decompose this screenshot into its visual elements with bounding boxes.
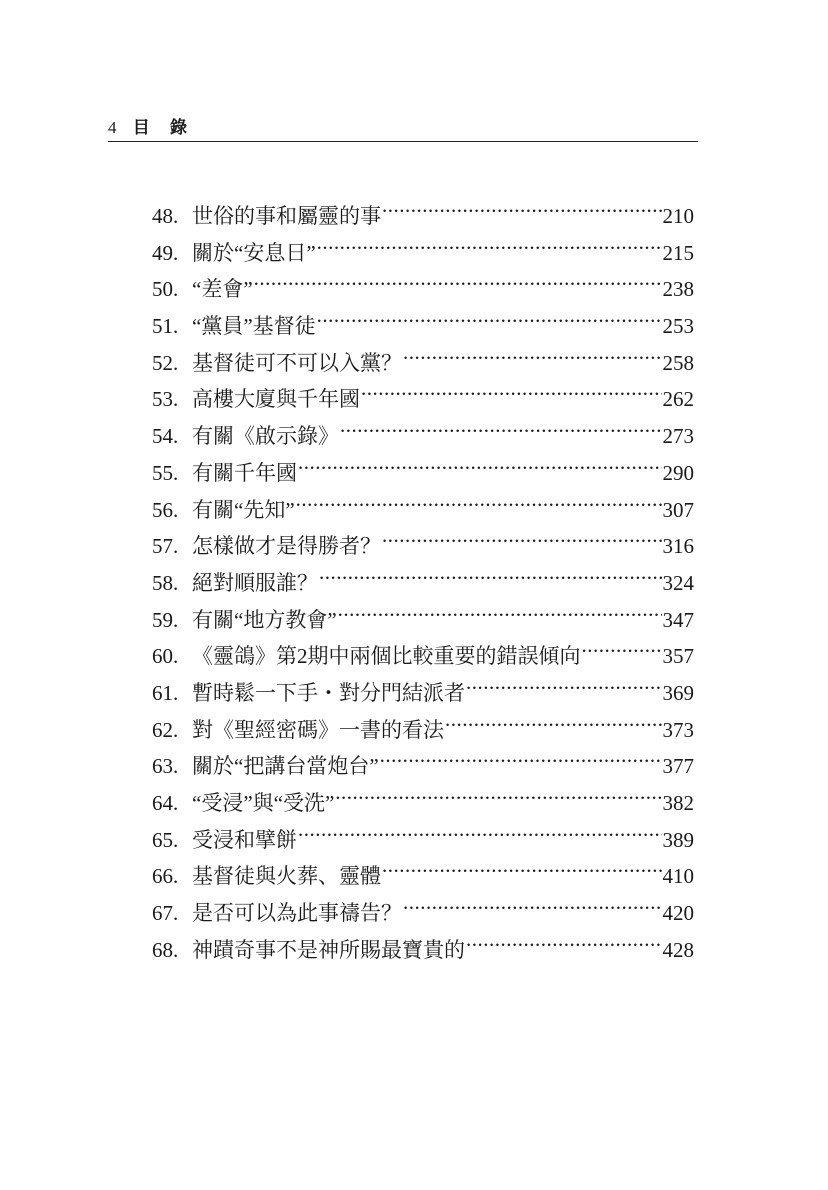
toc-entry-page: 262 xyxy=(662,387,694,412)
toc-entry-title: 高樓大廈與千年國 xyxy=(192,387,360,412)
toc-entry-page: 253 xyxy=(662,314,694,339)
dot-leader xyxy=(380,737,662,773)
toc-entry-title: 世俗的事和屬靈的事 xyxy=(192,204,381,228)
toc-entry-number: 51. xyxy=(152,314,179,339)
toc-entry-number: 54. xyxy=(152,424,179,449)
dot-leader xyxy=(296,481,662,517)
header-title: 目 錄 xyxy=(132,118,195,137)
toc-entry-title: 基督徒可不可以入黨？ xyxy=(192,350,402,375)
toc-entry-title: 有關“先知” xyxy=(192,497,295,522)
dot-leader xyxy=(582,627,662,663)
toc-entry-title: “黨員”基督徒 xyxy=(192,314,316,339)
table-of-contents xyxy=(152,187,694,962)
dot-leader xyxy=(382,517,662,553)
toc-entry xyxy=(152,187,694,228)
dot-leader xyxy=(403,334,662,370)
toc-entry-page: 347 xyxy=(662,607,694,632)
dot-leader xyxy=(317,224,662,260)
toc-entry-number: 65. xyxy=(152,827,179,852)
dot-leader xyxy=(338,591,662,627)
toc-entry-number: 55. xyxy=(152,460,179,485)
toc-entry-title: “受浸”與“受洗” xyxy=(192,791,335,815)
toc-entry-page: 273 xyxy=(662,424,694,449)
dot-leader xyxy=(382,187,662,223)
dot-leader xyxy=(254,260,662,296)
toc-entry-number: 59. xyxy=(152,607,179,632)
toc-entry-number: 67. xyxy=(152,901,179,926)
toc-entry-title: 有關“地方教會” xyxy=(192,607,337,632)
toc-entry-number: 68. xyxy=(152,937,179,962)
toc-entry-number: 64. xyxy=(152,791,179,815)
toc-entry-page: 316 xyxy=(662,534,694,559)
toc-entry-page: 389 xyxy=(662,827,694,852)
toc-entry-page: 382 xyxy=(662,791,694,815)
toc-entry-page: 215 xyxy=(662,240,694,265)
dot-leader xyxy=(317,297,662,333)
dot-leader xyxy=(319,554,662,590)
toc-entry-page: 258 xyxy=(662,350,694,375)
toc-entry-title: 有關《啟示錄》 xyxy=(192,424,339,449)
dot-leader xyxy=(298,811,662,847)
toc-entry-number: 62. xyxy=(152,717,179,742)
toc-entry-title: 暫時鬆一下手・對分門結派者 xyxy=(192,680,465,705)
toc-entry-page: 369 xyxy=(662,680,694,705)
toc-entry-page: 324 xyxy=(662,570,694,595)
toc-entry-number: 57. xyxy=(152,534,179,559)
page-number: 4 xyxy=(108,118,117,137)
toc-entry-page: 238 xyxy=(662,277,694,302)
toc-entry-title: 是否可以為此事禱告？ xyxy=(192,901,402,926)
toc-entry-title: 基督徒與火葬、靈體 xyxy=(192,864,381,889)
toc-entry-title: 絕對順服誰？ xyxy=(192,570,318,595)
dot-leader xyxy=(466,664,662,700)
toc-entry-title: 關於“安息日” xyxy=(192,240,316,265)
toc-entry-page: 428 xyxy=(662,937,694,962)
toc-entry-number: 61. xyxy=(152,680,179,705)
toc-entry-page: 307 xyxy=(662,497,694,522)
dot-leader xyxy=(445,701,662,737)
dot-leader xyxy=(335,774,661,810)
toc-entry-title: 對《聖經密碼》一書的看法 xyxy=(192,717,444,742)
toc-entry-number: 63. xyxy=(152,754,179,779)
dot-leader xyxy=(403,884,662,920)
running-header xyxy=(108,117,698,142)
toc-entry-number: 50. xyxy=(152,277,179,302)
toc-entry-number: 66. xyxy=(152,864,179,889)
toc-entry-page: 290 xyxy=(662,460,694,485)
toc-entry-number: 53. xyxy=(152,387,179,412)
dot-leader xyxy=(466,921,662,957)
toc-entry-number: 48. xyxy=(152,204,179,228)
dot-leader xyxy=(340,407,662,443)
dot-leader xyxy=(298,444,662,480)
toc-entry-title: 有關千年國 xyxy=(192,460,297,485)
toc-entry-number: 56. xyxy=(152,497,179,522)
toc-entry-page: 373 xyxy=(662,717,694,742)
toc-entry-number: 60. xyxy=(152,644,179,669)
toc-entry-page: 357 xyxy=(662,644,694,669)
toc-entry-page: 410 xyxy=(662,864,694,889)
toc-entry-title: 關於“把講台當炮台” xyxy=(192,754,379,779)
toc-entry-title: 《靈鴿》第2期中兩個比較重要的錯誤傾向 xyxy=(192,644,581,669)
toc-entry-number: 49. xyxy=(152,240,179,265)
dot-leader xyxy=(382,847,662,883)
toc-entry-page: 377 xyxy=(662,754,694,779)
dot-leader xyxy=(361,370,662,406)
toc-entry-title: 神蹟奇事不是神所賜最寶貴的 xyxy=(192,937,465,962)
toc-entry-number: 52. xyxy=(152,350,179,375)
toc-entry-title: 受浸和擘餅 xyxy=(192,827,297,852)
toc-entry-page: 420 xyxy=(662,901,694,926)
toc-entry-title: 怎樣做才是得勝者？ xyxy=(192,534,381,559)
toc-entry-title: “差會” xyxy=(192,277,253,302)
toc-entry-number: 58. xyxy=(152,570,179,595)
toc-entry-page: 210 xyxy=(662,204,694,228)
